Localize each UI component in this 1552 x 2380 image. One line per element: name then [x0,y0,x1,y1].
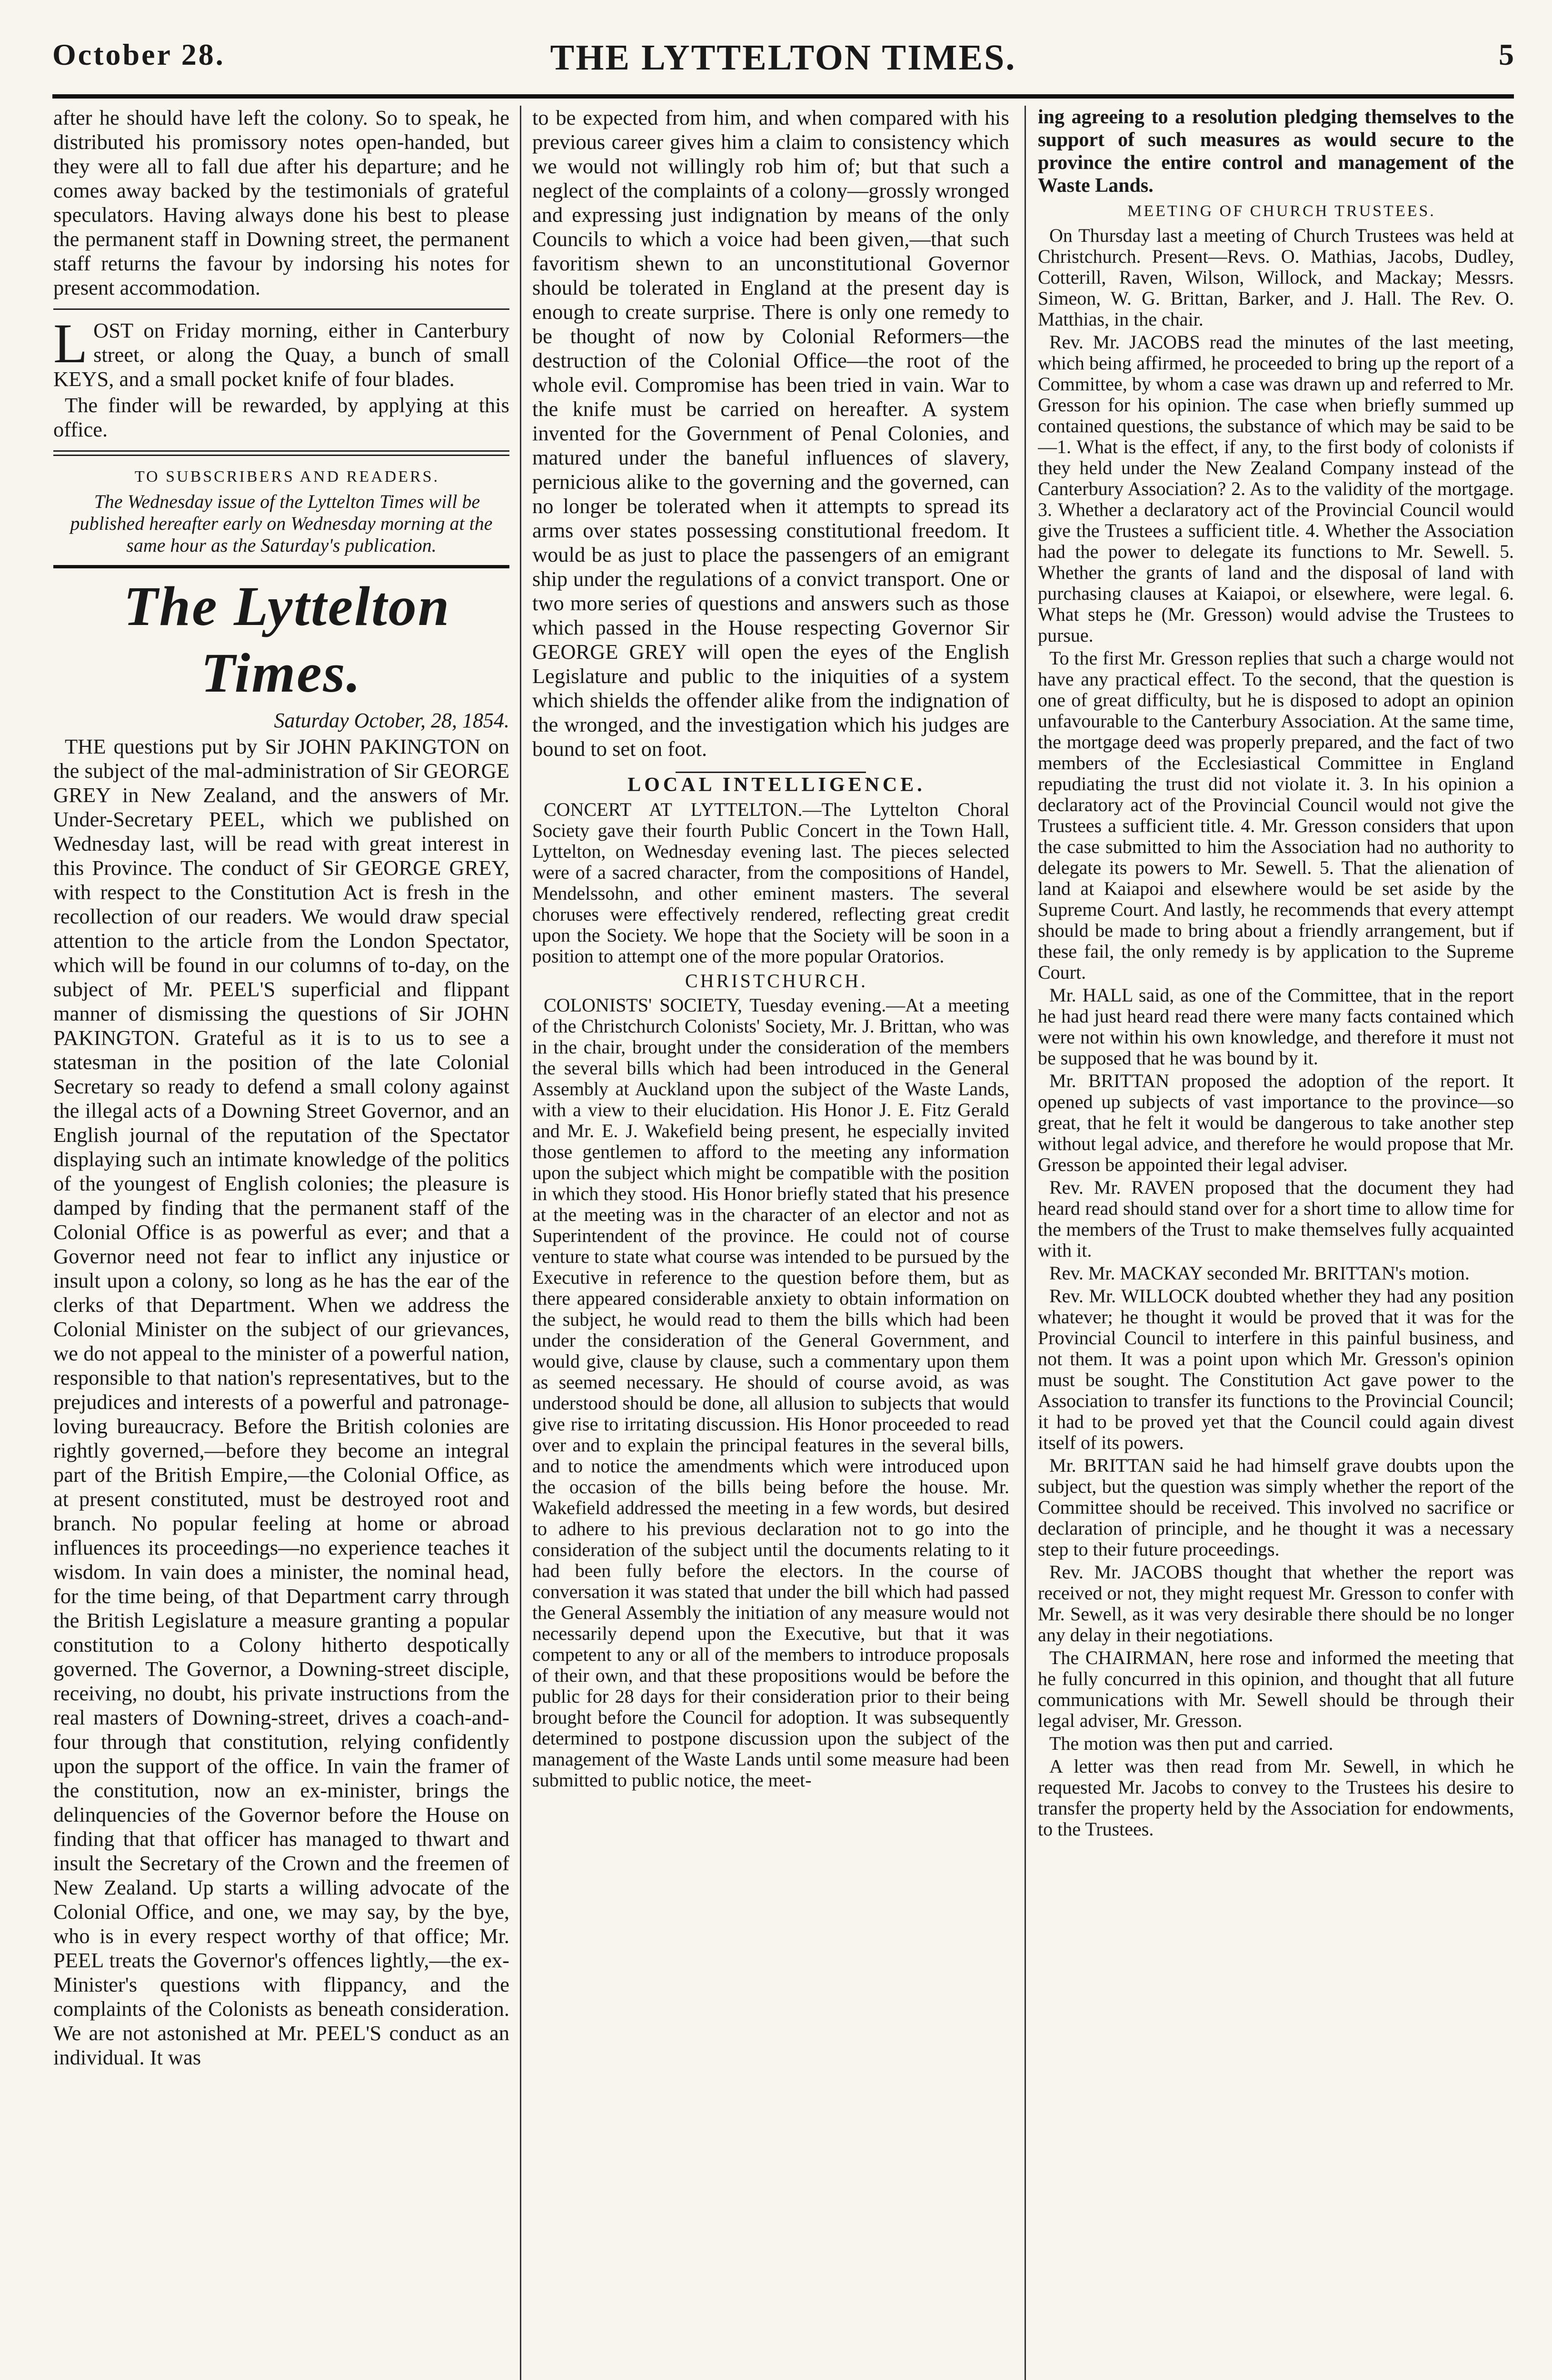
paragraph: The CHAIRMAN, here rose and informed the meeting that he fully concurred in this opinion, and thought that all future communications with Mr. Sewell should be through their legal adviser, Mr. Gresson. [1038,1647,1514,1731]
paragraph: A letter was then read from Mr. Sewell, in which he requested Mr. Jacobs to convey to the Trustees his desire to transfer the property held by the Association for endowments, to the Trustees. [1038,1755,1514,1840]
column-2 [532,106,1009,2380]
divider [53,450,509,452]
paragraph: Rev. Mr. RAVEN proposed that the document they had heard read should stand over for a short time to allow time for the members of the Trust to make themselves fully acquainted with it. [1038,1177,1514,1261]
divider [53,308,509,310]
colonists-continued: ing agreeing to a resolution pledging themselves to the support of such measures as would secure to the province the entire control and management of the Waste Lands. [1038,106,1514,197]
issue-date: October 28. [52,38,225,71]
drop-cap: L [53,312,88,375]
column-divider [1025,106,1026,2380]
lost-advert-text: OST on Friday morning, either in Canterbury street, or along the Quay, a bunch of small KEYS, and a small pocket knife of four blades. [53,318,509,391]
paragraph: after he should have left the colony. So to speak, he distributed his promissory notes open-handed, but they were all to fall due after his departure; and he comes away backed by the testimonials of grateful speculators. Having always done his best to please the permanent staff in Downing street, the permanent staff returns the favour by indorsing his notes for present accommodation. [53,106,509,299]
paragraph: Mr. BRITTAN proposed the adoption of the report. It opened up subjects of vast importance to the province—so great, that he felt it would be dangerous to take another step without legal advice, and therefore he would propose that Mr. Gresson be appointed their legal adviser. [1038,1070,1514,1175]
lost-advert [53,312,509,442]
editorial-continued: to be expected from him, and when compared with his previous career gives him a claim to consistency which we would not willingly rob him of; but that such a neglect of the complaints of a colony—grossly wronged and expressing just indignation by means of the only Councils to which a voice had been given,—that such favoritism shewn to an unconstitutional Governor should be tolerated in England at the present day is enough to create surprise. There is only one remedy to be thought of now by Colonial Reformers—the destruction of the Colonial Office—the root of the whole evil. Compromise has been tried in vain. War to the knife must be carried on hereafter. A system invented for the Government of Penal Colonies, and matured under the baneful influences of slavery, pernicious alike to the governing and the governed, can no longer be tolerated when it attempts to spread its arms over states possessing constitutional freedom. It would be as just to place the passengers of an emigrant ship under the regulations of a convict transport. One or two more series of questions and answers such as those which passed in the House respecting Governor Sir GEORGE GREY will open the eyes of the English Legislature and public to the iniquities of a system which shields the offender alike from the indignation of the wronged, and the investigation which his judges are bound to set on foot. [532,106,1009,761]
paragraph: Rev. Mr. JACOBS read the minutes of the last meeting, which being affirmed, he proceeded to bring up the report of a Committee, by whom a case was drawn up and referred to Mr. Gresson for his opinion. The case when briefly summed up contained questions, the substance of which may be said to be—1. What is the effect, if any, to the first body of colonists if they held under the New Zealand Company instead of the Canterbury Association? 2. As to the validity of the mortgage. 3. Whether a declaratory act of the Provincial Council would give the Trustees a sufficient title. 4. Whether the Association had the power to delegate its functions to Mr. Sewell. 5. Whether the grants of land and the disposal of land with purchasing clauses at Kaiapoi, or elsewhere, were legal. 6. What steps he (Mr. Gresson) would advise the Trustees to pursue. [1038,331,1514,646]
local-intelligence-heading: LOCAL INTELLIGENCE. [627,774,925,796]
dateline: Saturday October, 28, 1854. [274,709,509,732]
concert-report: CONCERT AT LYTTELTON.—The Lyttelton Choral Society gave their fourth Public Concert in the Town Hall, Lyttelton, on Wednesday evening last. The pieces selected were of a sacred character, from the compositions of Handel, Mendelssohn, and other eminent masters. The several choruses were effectively rendered, reflecting great credit upon the Society. We hope that the Society will be soon in a position to attempt one of the more popular Oratorios. [532,799,1009,967]
paragraph: Rev. Mr. MACKAY seconded Mr. BRITTAN's motion. [1049,1262,1470,1284]
colonists-society-report: COLONISTS' SOCIETY, Tuesday evening.—At a meeting of the Christchurch Colonists' Society, Mr. J. Brittan, who was in the chair, brought under the consideration of the members the several bills which had been introduced in the General Assembly at Auckland upon the subject of the Waste Lands, with a view to their elucidation. His Honor J. E. Fitz Gerald and Mr. E. J. Wakefield being present, he especially invited those gentlemen to afford to the meeting any information upon the subject which might be compatible with the position in which they stood. His Honor briefly stated that his presence at the meeting was in the character of an elector and not as Superintendent of the province. He could not of course venture to state what course was intended to be pursued by the Executive in reference to the question before them, but as there appeared considerable anxiety to obtain information on the subject, he would read to them the bills which had been under the consideration of the General Government, and would give, clause by clause, such a commentary upon them as seemed necessary. He should of course avoid, as was understood should be done, all allusion to subjects that would give rise to irritating discussion. His Honor proceeded to read over and to explain the principal features in the several bills, and to notice the amendments which were introduced upon the occasion of the bills being before the house. Mr. Wakefield addressed the meeting in a few words, but desired to adhere to his previous declaration not to go into the consideration of the subject until the documents relating to it had been fully before the electors. In the course of conversation it was stated that under the bill which had passed the General Assembly the initiation of any measure would not necessarily depend upon the Executive, but that it was competent to any or all of the members to introduce proposals of their own, and that these propositions would be before the public for 28 days for their consideration prior to their being brought before the Council for adoption. It was subsequently determined to postpone discussion upon the subject of the management of the Waste Lands until some measure had been submitted to public notice, the meet- [532,994,1009,1791]
page-number: 5 [1499,38,1514,71]
column-divider [520,106,521,2380]
page-header [52,37,1514,94]
paper-title: The Lyttelton Times. [123,575,451,704]
column-3 [1038,106,1514,2380]
editorial: THE questions put by Sir JOHN PAKINGTON on the subject of the mal-administration of Sir GEORGE GREY in New Zealand, and the answers of Mr. Under-Secretary PEEL, which we published on Wednesday last, will be read with great interest in this Province. The conduct of Sir GEORGE GREY, with respect to the Constitution Act is fresh in the recollection of our readers. We would draw special attention to the article from the London Spectator, which will be found in our columns of to-day, on the subject of Mr. PEEL'S superficial and flippant manner of dismissing the questions of Sir JOHN PAKINGTON. Grateful as it is to us to see a statesman in the position of the late Colonial Secretary so ready to defend a small colony against the illegal acts of a Downing Street Governor, and an English journal of the reputation of the Spectator displaying such an intimate knowledge of the politics of the youngest of English colonies; the pleasure is damped by finding that the permanent staff of the Colonial Office is as powerful as ever; and that a Governor need not fear to inflict any injustice or insult upon a colony, so long as he has the ear of the clerks of that Department. When we address the Colonial Minister on the subject of our grievances, we do not appeal to the minister of a powerful nation, responsible to that nation's representatives, but to the prejudices and interests of a powerful and patronage-loving bureaucracy. Before the British colonies are rightly governed,—before they become an integral part of the British Empire,—the Colonial Office, as at present constituted, must be destroyed root and branch. No popular feeling at home or abroad influences its proceedings—no experience teaches it wisdom. In vain does a minister, the nominal head, for the time being, of that Department carry through the British Legislature a measure granting a popular constitution to a Colony hitherto despotically governed. The Governor, a Downing-street disciple, receiving, no doubt, his private instructions from the real masters of Downing-street, drives a coach-and-four through that constitution, relying confidently upon the support of the office. In vain the framer of the constitution, now an ex-minister, brings the delinquencies of the Governor before the House on finding that that officer has managed to thwart and insult the Secretary of the Crown and the freemen of New Zealand. Up starts a willing advocate of the Colonial Office, and one, we may say, by the bye, who is in every respect worthy of that office; Mr. PEEL treats the Governor's offences lightly,—the ex-Minister's questions with flippancy, and the complaints of the Colonists as beneath consideration. We are not astonished at Mr. PEEL'S conduct as an individual. It was [53,734,509,2069]
paragraph: Mr. HALL said, as one of the Committee, that in the report he had just heard read there were many facts contained which were not within his own knowledge, and therefore it must not be supposed that he was bound by it. [1038,984,1514,1069]
paragraph: Mr. BRITTAN said he had himself grave doubts upon the subject, but the question was simply whether the report of the Committee should be received. This involved no sacrifice or declaration of principle, and he thought it was a necessary step to their future proceedings. [1038,1455,1514,1560]
newspaper-title: THE LYTTELTON TIMES. [550,38,1016,78]
paragraph: Rev. Mr. WILLOCK doubted whether they had any position whatever; he thought it would be proved that it was for the Provincial Council to interfere in this painful business, and not them. It was a point upon which Mr. Gresson's opinion must be sought. The Constitution Act gave power to the Association to transfer its functions to the Provincial Council; it had to be proved yet that the Council could again divest itself of its powers. [1038,1285,1514,1453]
column-1 [53,106,509,2380]
paragraph: The motion was then put and carried. [1049,1733,1333,1754]
header-rule [52,94,1514,99]
subscribers-heading: TO SUBSCRIBERS AND READERS. [134,468,440,486]
subscribers-notice: The Wednesday issue of the Lyttelton Times will be published hereafter early on Wednesday morning at the same hour as the Saturday's publication. [70,491,493,556]
divider [53,455,509,456]
divider [53,565,509,568]
paragraph: To the first Mr. Gresson replies that such a charge would not have any practical effect. To the second, that the question is one of great difficulty, but he is disposed to adopt an opinion unfavourable to the Canterbury Association. At the same time, the mortgage deed was properly prepared, and the fact of two members of the Ecclesiastical Committee in England repudiating the trust did not violate it. 3. In his opinion a declaratory act of the Provincial Council would not give the Trustees a sufficient title. 4. Mr. Gresson considers that upon the case submitted to him the Association had no authority to delegate its powers to Mr. Sewell. 5. That the alienation of land at Kaiapoi and elsewhere would be set aside by the Supreme Court. And lastly, he recommends that every attempt should be made to bring about a friendly arrangement, but if these fail, the only remedy is by application to the Supreme Court. [1038,647,1514,983]
church-trustees-heading: MEETING OF CHURCH TRUSTEES. [1127,202,1436,220]
christchurch-heading: CHRISTCHURCH. [685,970,868,992]
paragraph: On Thursday last a meeting of Church Trustees was held at Christchurch. Present—Revs. O. Mathias, Jacobs, Dudley, Cotterill, Raven, Wilson, Willock, and Mackay; Messrs. Simeon, W. G. Brittan, Barker, and J. Hall. The Rev. O. Matthias, in the chair. [1038,225,1514,330]
paragraph: Rev. Mr. JACOBS thought that whether the report was received or not, they might request Mr. Gresson to confer with Mr. Sewell, as it was very desirable there should be no longer any delay in their negotiations. [1038,1561,1514,1646]
lost-advert-reward: The finder will be rewarded, by applying at this office. [53,393,509,441]
